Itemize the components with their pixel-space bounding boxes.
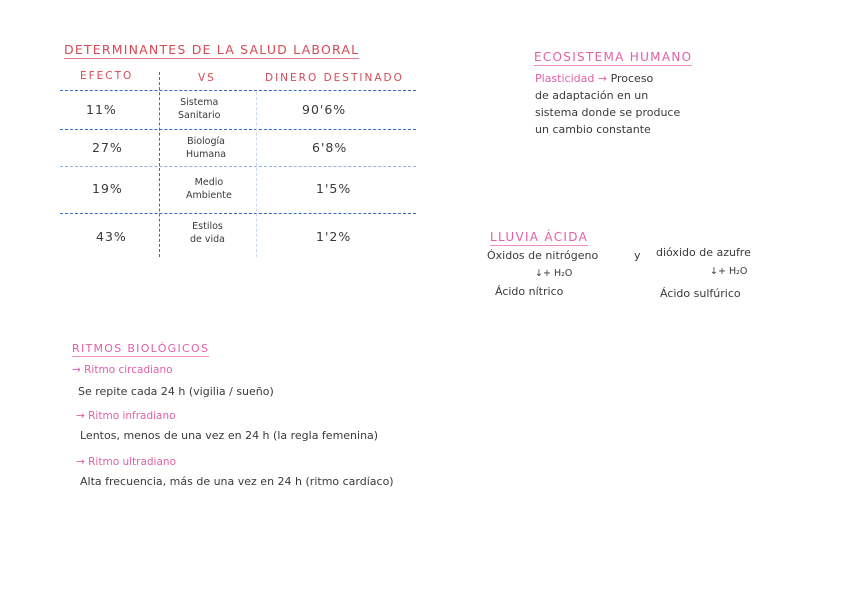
cell-dinero: 1'5%	[316, 181, 352, 196]
conjunction-text: y	[634, 249, 641, 262]
ritmo-label: → Ritmo circadiano	[72, 364, 173, 376]
cell-vs: Biología Humana	[186, 136, 227, 160]
cell-vs: Medio Ambiente	[186, 177, 232, 201]
table-rule	[60, 213, 416, 214]
table-divider	[159, 72, 160, 257]
header-efecto: EFECTO	[80, 70, 134, 82]
ritmo-desc: Se repite cada 24 h (vigilia / sueño)	[78, 385, 274, 398]
oxidos-text: Óxidos de nitrógeno	[487, 249, 599, 262]
ecosistema-title: ECOSISTEMA HUMANO	[534, 50, 693, 64]
cell-vs: Sistema Sanitario	[178, 97, 221, 121]
ritmo-label: → Ritmo infradiano	[76, 410, 176, 422]
table-rule	[60, 129, 416, 130]
ritmo-label: → Ritmo ultradiano	[76, 456, 176, 468]
cell-efecto: 27%	[92, 140, 123, 155]
plasticidad-term: Plasticidad	[535, 72, 595, 85]
acido-nitrico: Ácido nítrico	[495, 285, 564, 298]
header-dinero: DINERO DESTINADO	[265, 72, 404, 84]
cell-efecto: 43%	[96, 229, 127, 244]
ritmos-title: RITMOS BIOLÓGICOS	[72, 342, 210, 355]
cell-dinero: 1'2%	[316, 229, 352, 244]
cell-efecto: 19%	[92, 181, 123, 196]
ritmo-desc: Alta frecuencia, más de una vez en 24 h (ritmo cardíaco)	[80, 475, 394, 488]
table-rule	[60, 90, 416, 91]
dioxido-text: dióxido de azufre	[656, 246, 751, 259]
lluvia-title: LLUVIA ÁCIDA	[490, 230, 589, 244]
determinantes-title: DETERMINANTES DE LA SALUD LABORAL	[64, 42, 360, 57]
cell-efecto: 11%	[86, 102, 117, 117]
cell-dinero: 6'8%	[312, 140, 348, 155]
ritmo-desc: Lentos, menos de una vez en 24 h (la regla femenina)	[80, 429, 379, 442]
reaction-arrow-right: ↓+ H₂O	[710, 266, 748, 277]
header-vs: VS	[198, 72, 216, 84]
reaction-arrow-left: ↓+ H₂O	[535, 268, 573, 279]
arrow-icon: →	[597, 72, 608, 85]
ecosistema-text: Plasticidad → Proceso de adaptación en un sistema donde se produce un cambio constante	[535, 72, 681, 136]
cell-dinero: 90'6%	[302, 102, 347, 117]
cell-vs: Estilos de vida	[190, 221, 226, 245]
table-divider	[256, 92, 257, 257]
table-rule	[60, 166, 416, 167]
acido-sulfurico: Ácido sulfúrico	[660, 287, 741, 300]
